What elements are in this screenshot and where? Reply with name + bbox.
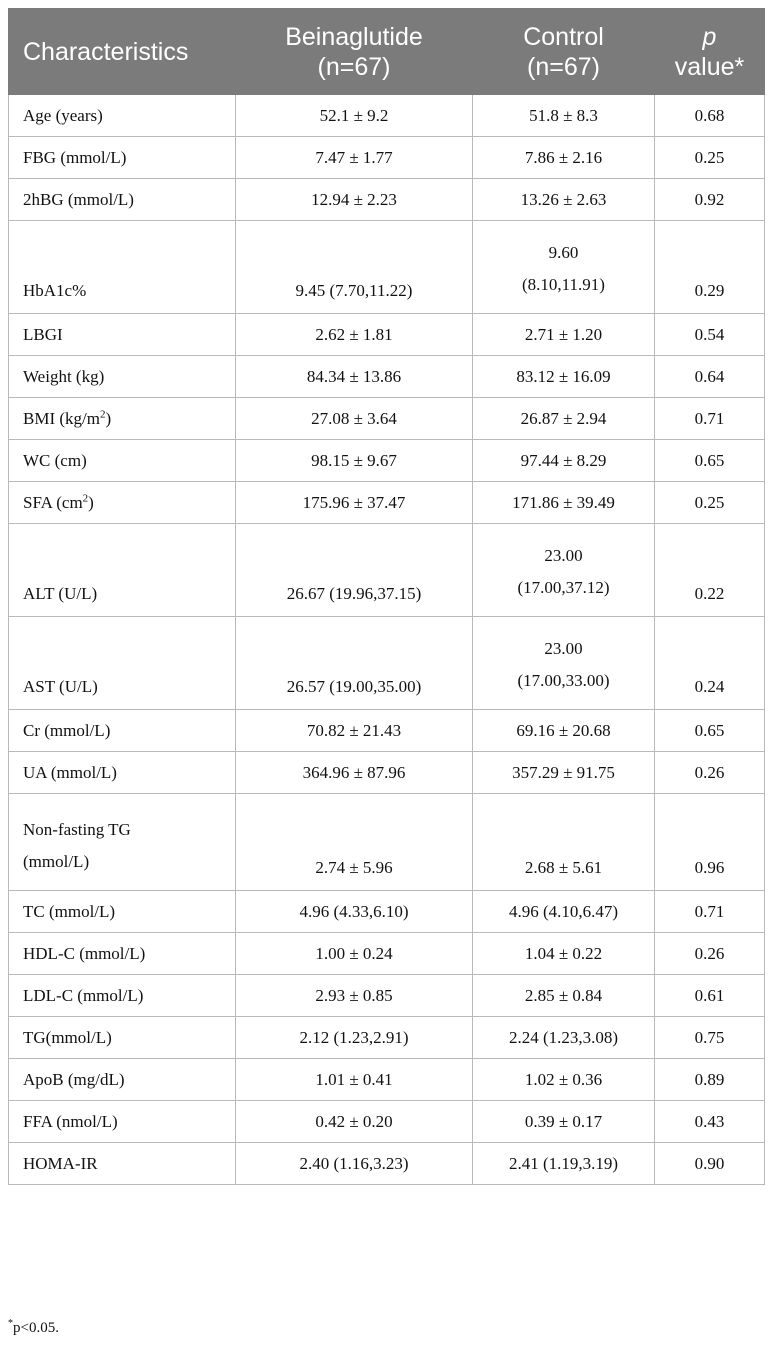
header-p-value: p value*: [655, 9, 765, 95]
row-label: ApoB (mg/dL): [9, 1059, 236, 1101]
table-row: [9, 1101, 765, 1143]
control-value-line2: (17.00,37.12): [517, 578, 610, 597]
row-label-line1: Non-fasting TG: [23, 820, 131, 839]
control-value: 1.04 ± 0.22: [473, 933, 655, 975]
p-value: 0.65: [655, 440, 765, 482]
table-row: [9, 752, 765, 794]
row-label: FFA (nmol/L): [9, 1101, 236, 1143]
table-header-row: [9, 9, 765, 95]
row-label: FBG (mmol/L): [9, 137, 236, 179]
control-value: 171.86 ± 39.49: [473, 482, 655, 524]
p-value: 0.64: [655, 356, 765, 398]
p-value: 0.71: [655, 891, 765, 933]
beinaglutide-value: 12.94 ± 2.23: [236, 179, 473, 221]
p-value: 0.29: [655, 221, 765, 314]
control-value: [473, 221, 655, 314]
table-row: [9, 975, 765, 1017]
row-label: LBGI: [9, 314, 236, 356]
p-value: 0.43: [655, 1101, 765, 1143]
table-row: [9, 482, 765, 524]
p-value: 0.26: [655, 933, 765, 975]
control-value-line1: 23.00: [544, 546, 583, 565]
header-characteristics: Characteristics: [9, 9, 236, 95]
p-value: 0.22: [655, 524, 765, 617]
control-value: 2.85 ± 0.84: [473, 975, 655, 1017]
p-value: 0.92: [655, 179, 765, 221]
row-label: Cr (mmol/L): [9, 710, 236, 752]
beinaglutide-value: 9.45 (7.70,11.22): [236, 221, 473, 314]
table-row: [9, 1059, 765, 1101]
beinaglutide-value: 26.57 (19.00,35.00): [236, 617, 473, 710]
beinaglutide-value: 26.67 (19.96,37.15): [236, 524, 473, 617]
beinaglutide-value: 98.15 ± 9.67: [236, 440, 473, 482]
row-label: WC (cm): [9, 440, 236, 482]
row-label: SFA $(cm^2)$: [9, 482, 236, 524]
table-row: [9, 524, 765, 617]
header-beinaglutide: Beinaglutide (n=67): [236, 9, 473, 95]
control-value: 357.29 ± 91.75: [473, 752, 655, 794]
header-control: Control (n=67): [473, 9, 655, 95]
control-value: 69.16 ± 20.68: [473, 710, 655, 752]
row-label: [9, 794, 236, 891]
beinaglutide-value: 0.42 ± 0.20: [236, 1101, 473, 1143]
p-value: 0.61: [655, 975, 765, 1017]
control-value: 26.87 ± 2.94: [473, 398, 655, 440]
table-row: [9, 398, 765, 440]
p-value: 0.90: [655, 1143, 765, 1185]
row-label: Age (years): [9, 95, 236, 137]
row-label: 2hBG (mmol/L): [9, 179, 236, 221]
control-value: 1.02 ± 0.36: [473, 1059, 655, 1101]
control-value: 2.24 (1.23,3.08): [473, 1017, 655, 1059]
table-container: [8, 8, 764, 1185]
superscript: 2: [99, 407, 106, 420]
control-value: [473, 617, 655, 710]
beinaglutide-value: 2.93 ± 0.85: [236, 975, 473, 1017]
control-value: 2.71 ± 1.20: [473, 314, 655, 356]
superscript: 2: [82, 491, 89, 504]
beinaglutide-value: 2.40 (1.16,3.23): [236, 1143, 473, 1185]
p-value: 0.54: [655, 314, 765, 356]
characteristics-table: [8, 8, 765, 1185]
table-row: [9, 356, 765, 398]
beinaglutide-value: 27.08 ± 3.64: [236, 398, 473, 440]
table-row: [9, 314, 765, 356]
table-row: [9, 617, 765, 710]
row-label: AST (U/L): [9, 617, 236, 710]
beinaglutide-value: 84.34 ± 13.86: [236, 356, 473, 398]
table-row: [9, 1017, 765, 1059]
row-label: TC (mmol/L): [9, 891, 236, 933]
row-label: LDL-C (mmol/L): [9, 975, 236, 1017]
beinaglutide-value: 1.01 ± 0.41: [236, 1059, 473, 1101]
control-value-line2: (8.10,11.91): [522, 275, 605, 294]
p-value: 0.24: [655, 617, 765, 710]
row-label: ALT (U/L): [9, 524, 236, 617]
beinaglutide-value: 2.12 (1.23,2.91): [236, 1017, 473, 1059]
p-value: 0.96: [655, 794, 765, 891]
table-row: [9, 440, 765, 482]
beinaglutide-value: 1.00 ± 0.24: [236, 933, 473, 975]
table-row: [9, 891, 765, 933]
beinaglutide-value: 2.74 ± 5.96: [236, 794, 473, 891]
table-row: [9, 137, 765, 179]
row-label: TG(mmol/L): [9, 1017, 236, 1059]
table-row: [9, 221, 765, 314]
control-value-line1: 9.60: [548, 243, 579, 262]
footnote-text: p<0.05.: [13, 1320, 59, 1336]
p-value: 0.71: [655, 398, 765, 440]
row-label: HOMA-IR: [9, 1143, 236, 1185]
control-value: [473, 524, 655, 617]
p-value: 0.89: [655, 1059, 765, 1101]
control-value: 13.26 ± 2.63: [473, 179, 655, 221]
beinaglutide-value: 175.96 ± 37.47: [236, 482, 473, 524]
p-value: 0.26: [655, 752, 765, 794]
p-value: 0.75: [655, 1017, 765, 1059]
control-value: 2.41 (1.19,3.19): [473, 1143, 655, 1185]
row-label: HDL-C (mmol/L): [9, 933, 236, 975]
table-row: [9, 710, 765, 752]
row-label: HbA1c%: [9, 221, 236, 314]
beinaglutide-value: 7.47 ± 1.77: [236, 137, 473, 179]
table-row: [9, 1143, 765, 1185]
control-value: 2.68 ± 5.61: [473, 794, 655, 891]
footnote-mark: *: [8, 1318, 13, 1329]
beinaglutide-value: 52.1 ± 9.2: [236, 95, 473, 137]
row-label: UA (mmol/L): [9, 752, 236, 794]
beinaglutide-value: 364.96 ± 87.96: [236, 752, 473, 794]
control-value: 0.39 ± 0.17: [473, 1101, 655, 1143]
control-value-line2: (17.00,33.00): [517, 671, 610, 690]
control-value: 7.86 ± 2.16: [473, 137, 655, 179]
p-value: 0.25: [655, 482, 765, 524]
table-row: [9, 179, 765, 221]
row-label: BMI $(kg/m^2)$: [9, 398, 236, 440]
p-value: 0.65: [655, 710, 765, 752]
control-value: 51.8 ± 8.3: [473, 95, 655, 137]
p-value: 0.25: [655, 137, 765, 179]
beinaglutide-value: 2.62 ± 1.81: [236, 314, 473, 356]
control-value: 83.12 ± 16.09: [473, 356, 655, 398]
table-row: [9, 95, 765, 137]
beinaglutide-value: 70.82 ± 21.43: [236, 710, 473, 752]
p-value: 0.68: [655, 95, 765, 137]
row-label: Weight (kg): [9, 356, 236, 398]
table-row: [9, 794, 765, 891]
row-label-line2: (mmol/L): [23, 852, 90, 871]
control-value: 97.44 ± 8.29: [473, 440, 655, 482]
control-value: 4.96 (4.10,6.47): [473, 891, 655, 933]
table-footnote: [8, 1318, 59, 1337]
control-value-line1: 23.00: [544, 639, 583, 658]
table-row: [9, 933, 765, 975]
beinaglutide-value: 4.96 (4.33,6.10): [236, 891, 473, 933]
